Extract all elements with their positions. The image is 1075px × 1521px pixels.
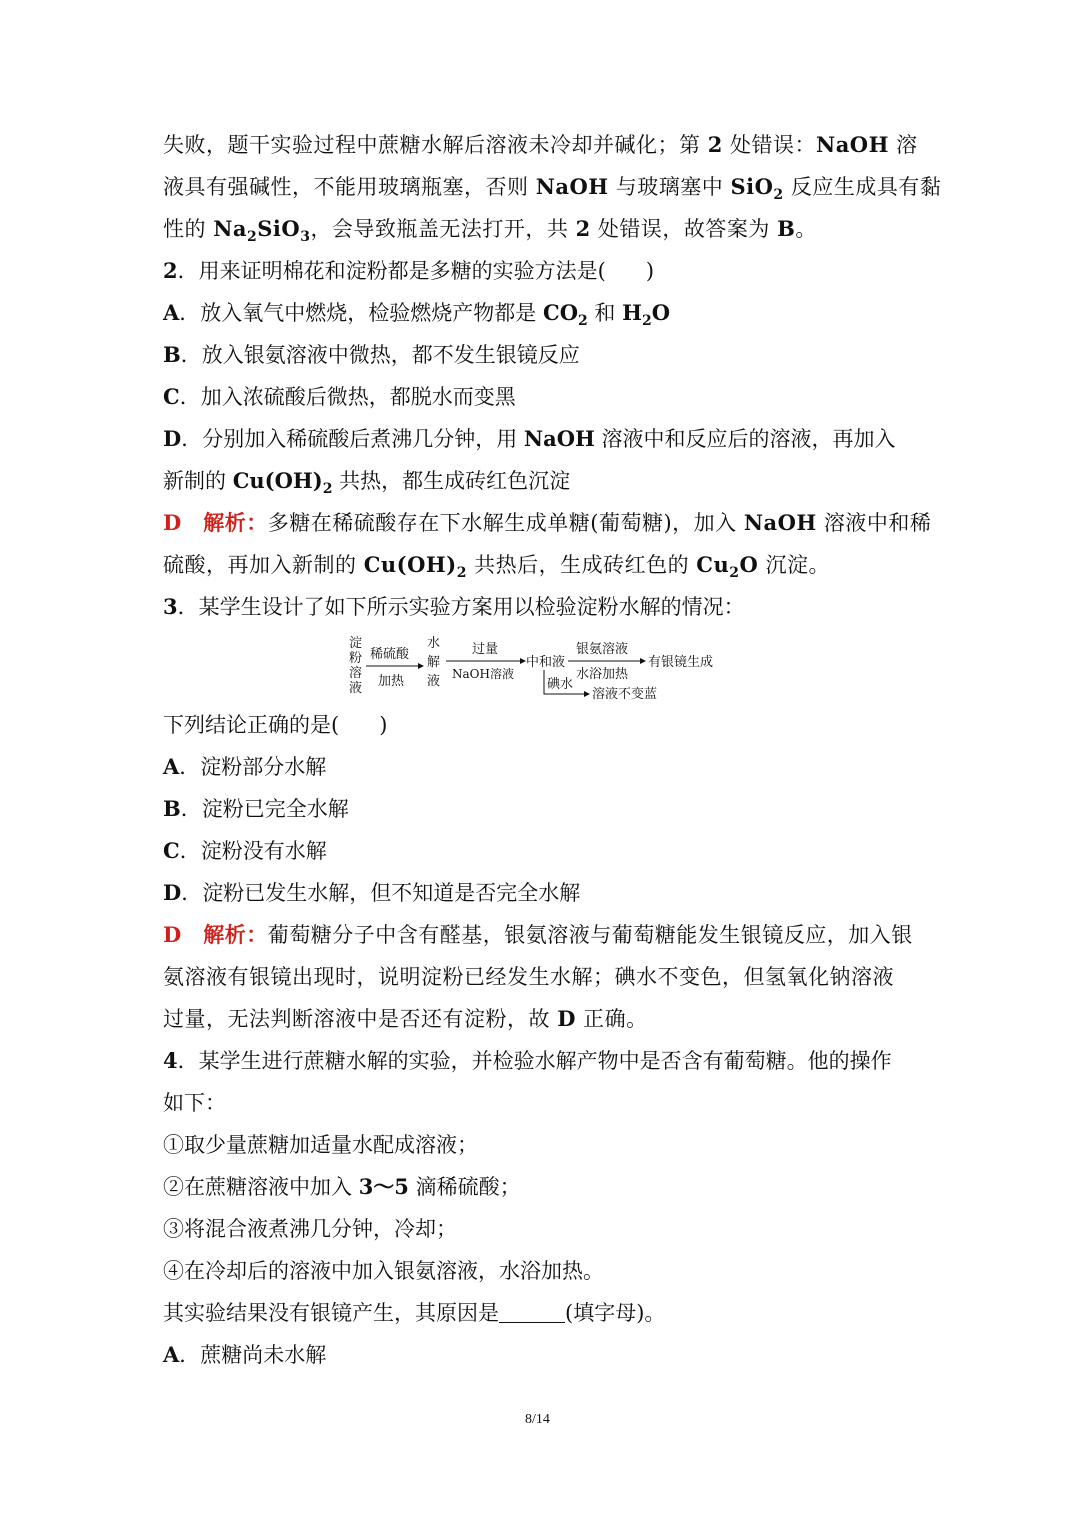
answer-label: D [163,922,182,947]
heat-condition-label: 加热 [378,674,405,689]
question-3-prompt: 下列结论正确的是( ) [163,713,388,737]
naoh-solution-label: NaOH溶液 [452,667,514,681]
step-2: ②在蔗糖溶液中加入 3～5 滴稀硫酸； [163,1174,521,1199]
starch-char: 淀 [349,636,363,651]
question-2-option-b: B．放入银氨溶液中微热，都不发生银镜反应 [163,342,580,367]
question-3-analysis-line-3: 过量，无法判断溶液中是否还有淀粉，故 D 正确。 [163,1006,648,1031]
analysis-continuation-line-3: 性的 $Na_2SiO_3$，会导致瓶盖无法打开，共 2 处错误，故答案为 B。 [163,216,817,246]
step-1: ①取少量蔗糖加适量水配成溶液； [163,1133,478,1157]
answer-blank [499,1300,565,1323]
question-3-option-b: B．淀粉已完全水解 [163,796,349,821]
analysis-continuation-line-2: 液具有强碱性，不能用玻璃瓶塞，否则 NaOH 与玻璃塞中 SiO$_2$ 反应生成具有黏 [163,174,942,204]
analysis-continuation-line-1: 失败，题干实验过程中蔗糖水解后溶液未冷却并碱化；第 2 处错误：NaOH 溶 [163,132,918,157]
question-2-analysis-line-1: D 解析：多糖在稀硫酸存在下水解生成单糖(葡萄糖)，加入 NaOH 溶液中和稀 [163,510,932,535]
question-2-option-a: A．放入氧气中燃烧，检验燃烧产物都是 $CO_2$ 和 $H_2O$ [163,300,670,330]
answer-label: D [163,510,182,535]
neutralized-solution-label: 中和液 [526,655,566,670]
silver-ammonia-label: 银氨溶液 [576,642,629,657]
question-4-line-2: 如下： [163,1091,226,1115]
analysis-label: 解析： [203,510,268,535]
question-2-option-c: C．加入浓硫酸后微热，都脱水而变黑 [163,384,516,409]
question-2-analysis-line-2: 硫酸，再加入新制的 $Cu(OH)_2$ 共热后，生成砖红色的 $Cu_2O$ 沉淀。 [163,552,831,582]
question-3-analysis-line-1: D 解析：葡萄糖分子中含有醛基，银氨溶液与葡萄糖能发生银镜反应，加入银 [163,922,913,947]
question-3-option-d: D．淀粉已发生水解，但不知道是否完全水解 [163,880,581,905]
starch-char: 溶 [349,666,363,681]
starch-solution-label [349,635,362,696]
question-4-line-1: 4．某学生进行蔗糖水解的实验，并检验水解产物中是否含有葡萄糖。他的操作 [163,1048,892,1073]
question-2-option-d-line-1: D．分别加入稀硫酸后煮沸几分钟，用 NaOH 溶液中和反应后的溶液，再加入 [163,426,896,451]
arrow-1-head [418,663,424,669]
question-2-option-d-line-2: 新制的 $Cu(OH)_2$ 共热，都生成砖红色沉淀 [163,468,571,498]
document-body [163,124,942,1376]
page-number: 8/14 [525,1412,550,1427]
question-2: 2．用来证明棉花和淀粉都是多糖的实验方法是( ) [163,258,655,283]
iodine-branch-head [584,691,590,697]
silver-mirror-result: 有银镜生成 [648,655,714,670]
question-4-prompt: 其实验结果没有银镜产生，其原因是 (填字母)。 [163,1301,666,1325]
question-3-option-a: A．淀粉部分水解 [163,754,327,779]
hydro-char: 液 [427,674,441,689]
hydro-char: 水 [427,636,441,651]
question-4-option-a: A．蔗糖尚未水解 [163,1342,327,1367]
question-3-option-c: C．淀粉没有水解 [163,838,327,863]
acid-reagent-label: 稀硫酸 [370,647,410,662]
step-4: ④在冷却后的溶液中加入银氨溶液，水浴加热。 [163,1259,604,1283]
question-3-analysis-line-2: 氨溶液有银镜出现时，说明淀粉已经发生水解；碘水不变色，但氢氧化钠溶液 [163,965,894,989]
question-3: 3．某学生设计了如下所示实验方案用以检验淀粉水解的情况： [163,594,745,619]
arrow-3-head [640,658,646,664]
step-3: ③将混合液煮沸几分钟，冷却； [163,1217,457,1241]
hydrolysate-label [427,635,440,689]
hydro-char: 解 [427,655,441,670]
analysis-label: 解析： [203,922,268,947]
iodine-water-label: 碘水 [547,677,574,692]
no-blue-result: 溶液不变蓝 [592,687,658,702]
water-bath-label: 水浴加热 [576,667,629,682]
starch-hydrolysis-diagram [163,628,915,704]
excess-label: 过量 [472,642,499,657]
starch-char: 液 [349,681,363,696]
starch-char: 粉 [349,651,363,666]
